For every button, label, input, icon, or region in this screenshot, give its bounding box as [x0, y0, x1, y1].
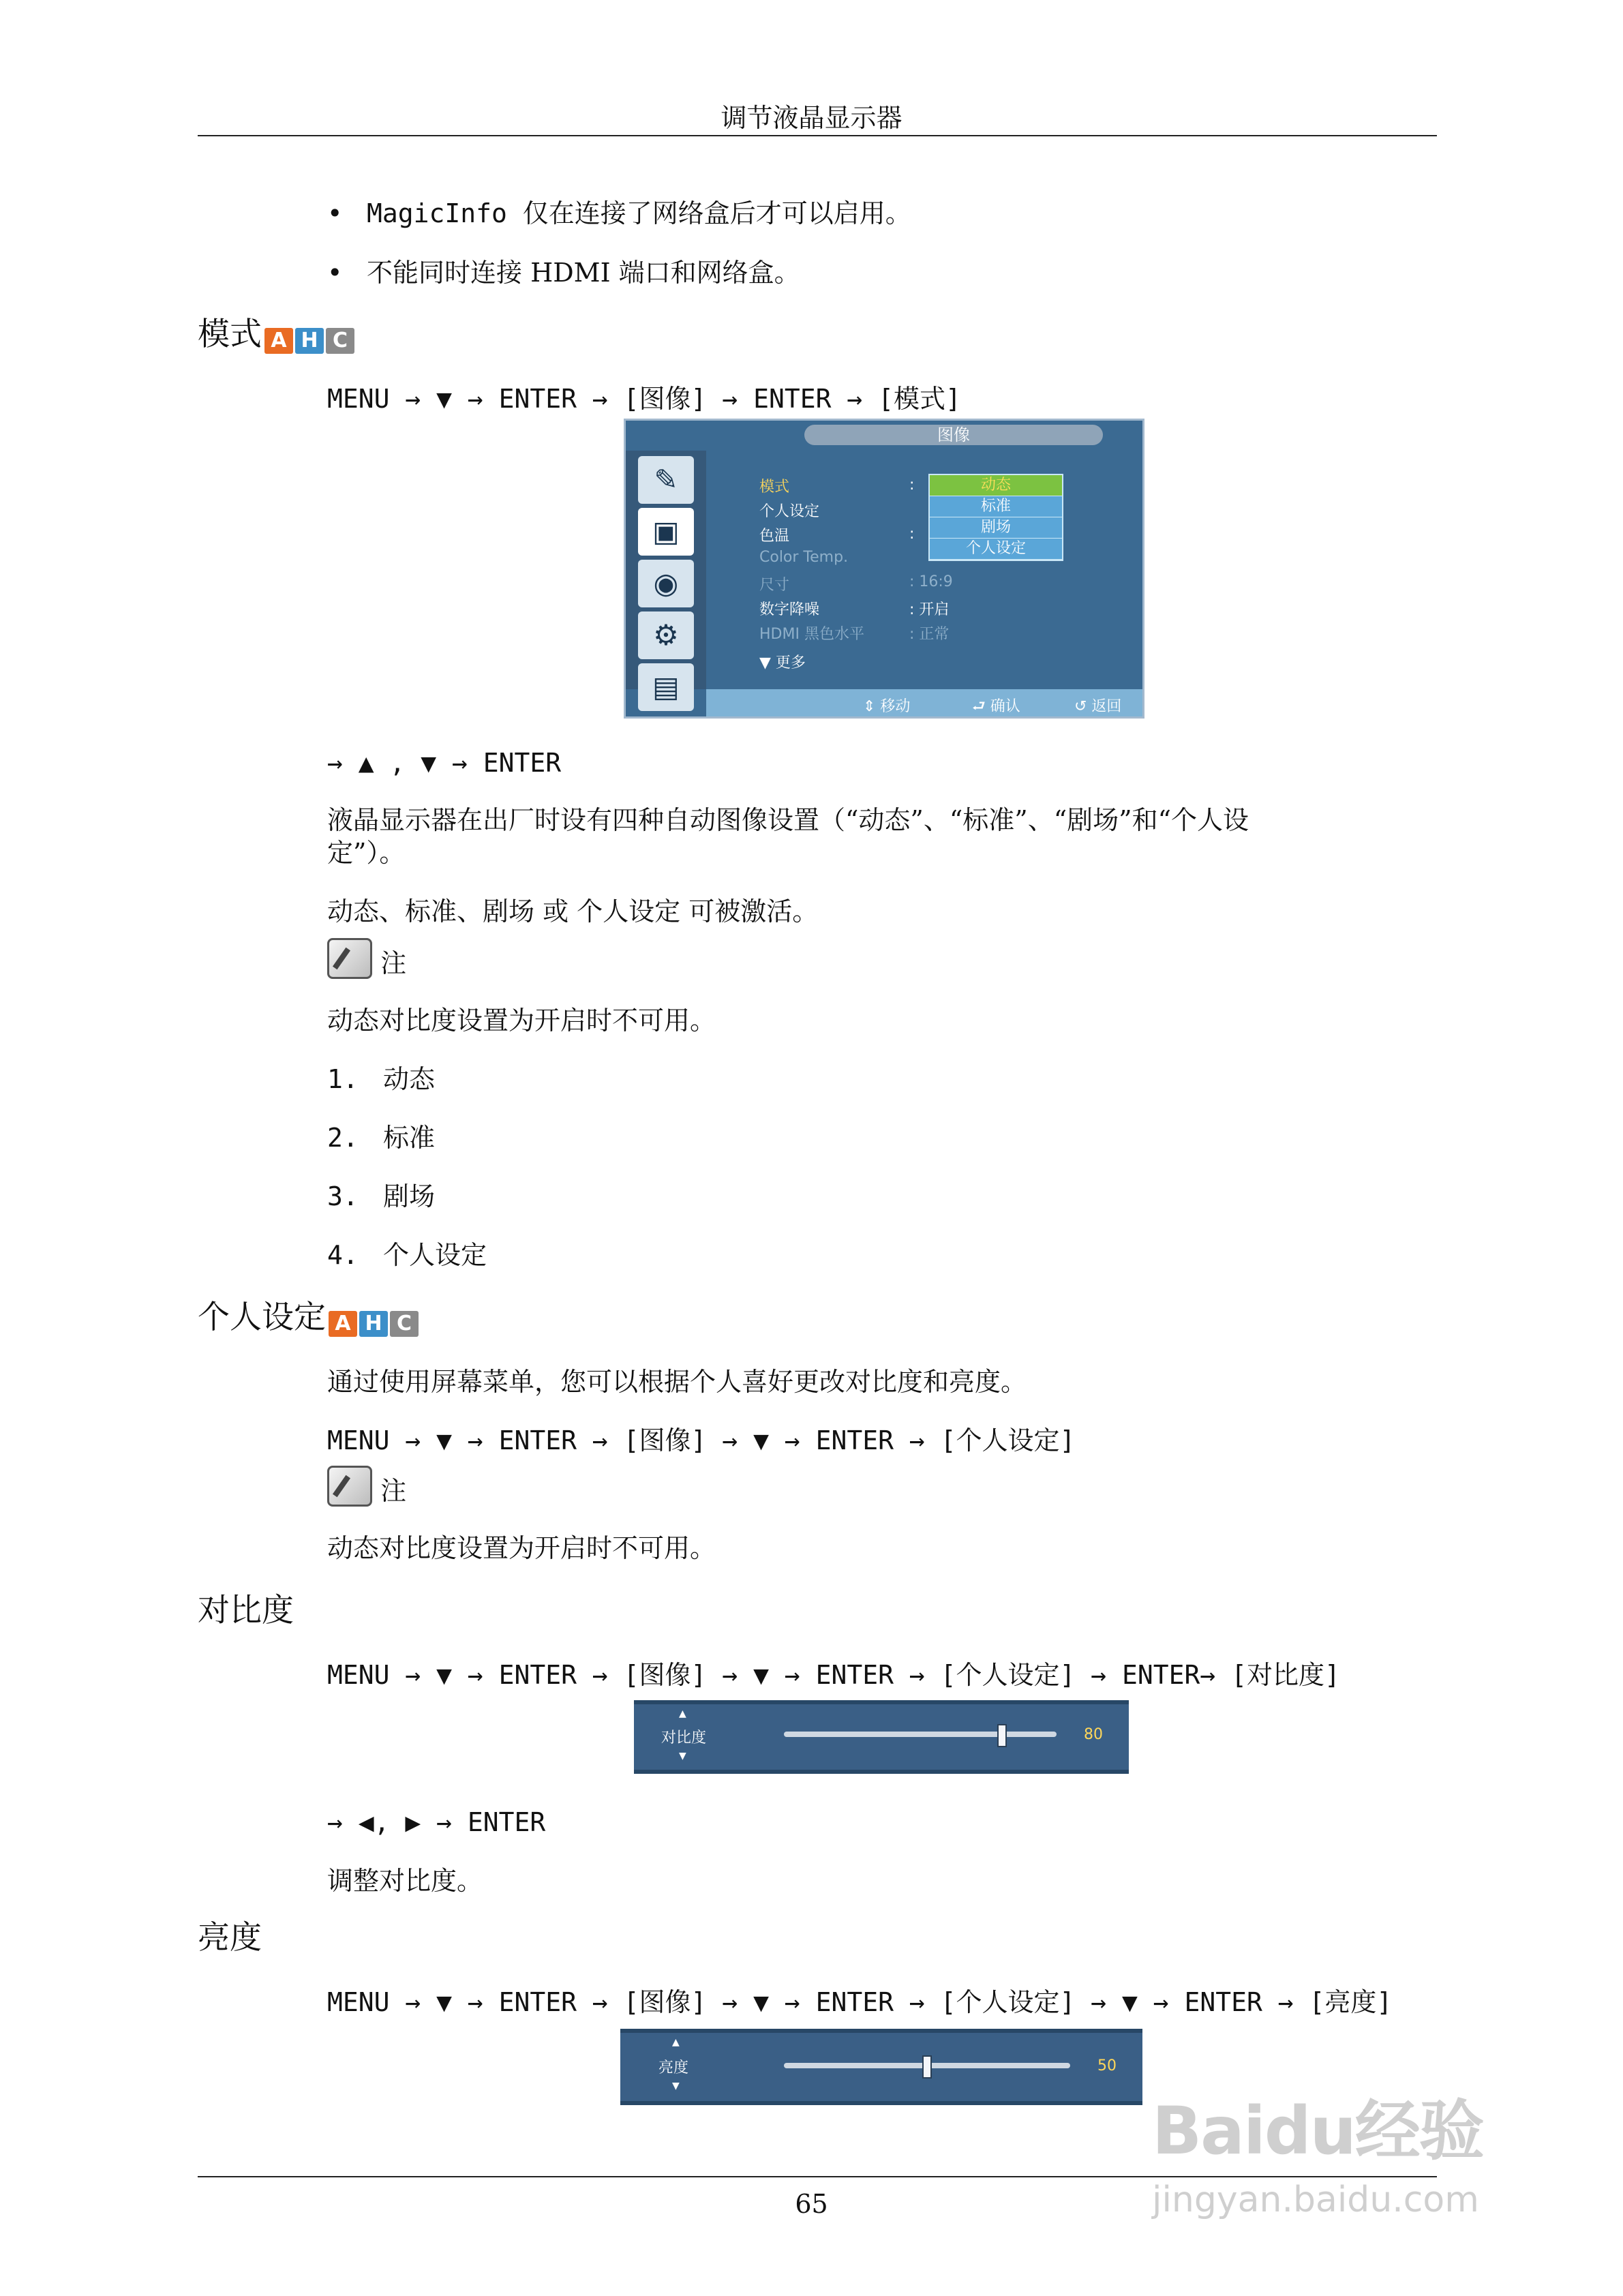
badge-letter-a: A	[329, 1311, 357, 1337]
slider-value: 80	[1084, 1726, 1103, 1743]
slider-knob	[922, 2055, 932, 2079]
picture-icon: ▣	[638, 508, 694, 556]
osd-item: 尺寸	[759, 577, 790, 594]
section-heading-custom: 个人设定 A H C	[198, 1298, 421, 1340]
list-item: 2. 标准	[327, 1123, 436, 1153]
note: 注	[327, 1466, 406, 1507]
nav-path-2: → ▲ , ▼ → ENTER	[327, 748, 562, 778]
badge-letter-c: C	[390, 1311, 419, 1337]
footer-move: ⇕ 移动	[863, 698, 911, 715]
down-arrow-icon: ▼	[672, 2081, 680, 2091]
osd-item-more: ▼ 更多	[759, 654, 806, 671]
paragraph: 通过使用屏幕菜单，您可以根据个人喜好更改对比度和亮度。	[327, 1367, 1027, 1397]
contrast-slider	[634, 1700, 1129, 1774]
osd-item: HDMI 黑色水平	[759, 626, 864, 643]
up-arrow-icon: ▲	[672, 2037, 680, 2048]
osd-value: : 开启	[909, 601, 950, 618]
osd-item: 模式	[759, 479, 790, 496]
note: 注	[327, 938, 406, 979]
note-text: 动态对比度设置为开启时不可用。	[327, 1006, 716, 1036]
note-icon	[327, 938, 372, 979]
ahc-badge	[329, 1300, 421, 1340]
section-heading-brightness: 亮度	[198, 1919, 262, 1957]
osd-value: :	[909, 477, 915, 494]
dropdown-option: 剧场	[930, 517, 1062, 539]
osd-value: : 16:9	[909, 573, 953, 590]
bullet-item: • MagicInfo 仅在连接了网络盒后才可以启用。	[327, 198, 911, 228]
info-icon: ▤	[638, 663, 694, 711]
footer-confirm: ⮐ 确认	[972, 698, 1020, 715]
watermark-logo: Baidu经验	[1152, 2093, 1483, 2169]
down-arrow-icon: ▼	[679, 1751, 686, 1762]
page-header: 调节液晶显示器	[721, 103, 902, 133]
slider-knob	[997, 1724, 1007, 1747]
nav-path-2: → ◀, ▶ → ENTER	[327, 1807, 546, 1837]
dropdown-option: 个人设定	[930, 539, 1062, 560]
osd-footer	[706, 689, 1142, 716]
slider-label: 对比度	[661, 1729, 707, 1747]
input-icon: ✎	[638, 456, 694, 504]
list-item: 4. 个人设定	[327, 1240, 487, 1270]
slider-track	[784, 1732, 1057, 1737]
section-heading-mode: 模式 A H C	[198, 315, 357, 357]
osd-value: : 正常	[909, 626, 950, 643]
osd-item: 个人设定	[759, 503, 820, 520]
bullet-item: • 不能同时连接 HDMI 端口和网络盒。	[327, 258, 800, 288]
setup-icon: ⚙	[638, 611, 694, 659]
up-arrow-icon: ▲	[679, 1708, 686, 1719]
nav-path: MENU → ▼ → ENTER → [图像] → ENTER → [模式]	[327, 384, 961, 414]
baidu-watermark	[1152, 2079, 1534, 2263]
paragraph: 液晶显示器在出厂时设有四种自动图像设置（“动态”、“标准”、“剧场”和“个人设	[327, 805, 1249, 835]
nav-path: MENU → ▼ → ENTER → [图像] → ▼ → ENTER → [个人设定] → ENTER→ [对比度]	[327, 1660, 1340, 1690]
list-item: 1. 动态	[327, 1064, 436, 1094]
brightness-slider	[620, 2029, 1142, 2105]
badge-letter-c: C	[326, 328, 354, 354]
slider-value: 50	[1097, 2057, 1117, 2074]
osd-dropdown	[928, 474, 1063, 561]
badge-letter-a: A	[264, 328, 293, 354]
section-heading-contrast: 对比度	[198, 1592, 294, 1629]
badge-letter-h: H	[295, 328, 324, 354]
watermark-url: jingyan.baidu.com	[1152, 2179, 1479, 2220]
nav-path: MENU → ▼ → ENTER → [图像] → ▼ → ENTER → [个人设定]	[327, 1425, 1076, 1455]
slider-label: 亮度	[658, 2059, 689, 2076]
note-text: 动态对比度设置为开启时不可用。	[327, 1533, 716, 1563]
dropdown-option: 标准	[930, 496, 1062, 517]
dropdown-option: 动态	[930, 475, 1062, 496]
paragraph: 动态、标准、剧场 或 个人设定 可被激活。	[327, 896, 819, 926]
note-icon	[327, 1466, 372, 1507]
header-rule	[198, 135, 1437, 136]
osd-item: Color Temp.	[759, 549, 849, 566]
footer-return: ↺ 返回	[1074, 698, 1122, 715]
paragraph: 定”）。	[327, 838, 406, 868]
osd-sidebar	[626, 451, 706, 704]
osd-picture-menu	[624, 419, 1144, 719]
osd-value: :	[909, 526, 915, 543]
osd-item: 数字降噪	[759, 601, 820, 618]
nav-path: MENU → ▼ → ENTER → [图像] → ▼ → ENTER → [个人设定] → ▼ → ENTER → [亮度]	[327, 1987, 1393, 2017]
page-number: 65	[795, 2189, 828, 2219]
osd-item: 色温	[759, 528, 790, 545]
sound-icon: ◉	[638, 560, 694, 607]
ahc-badge	[264, 317, 357, 357]
badge-letter-h: H	[359, 1311, 388, 1337]
osd-title: 图像	[804, 425, 1103, 445]
paragraph: 调整对比度。	[327, 1866, 483, 1896]
list-item: 3. 剧场	[327, 1181, 436, 1211]
